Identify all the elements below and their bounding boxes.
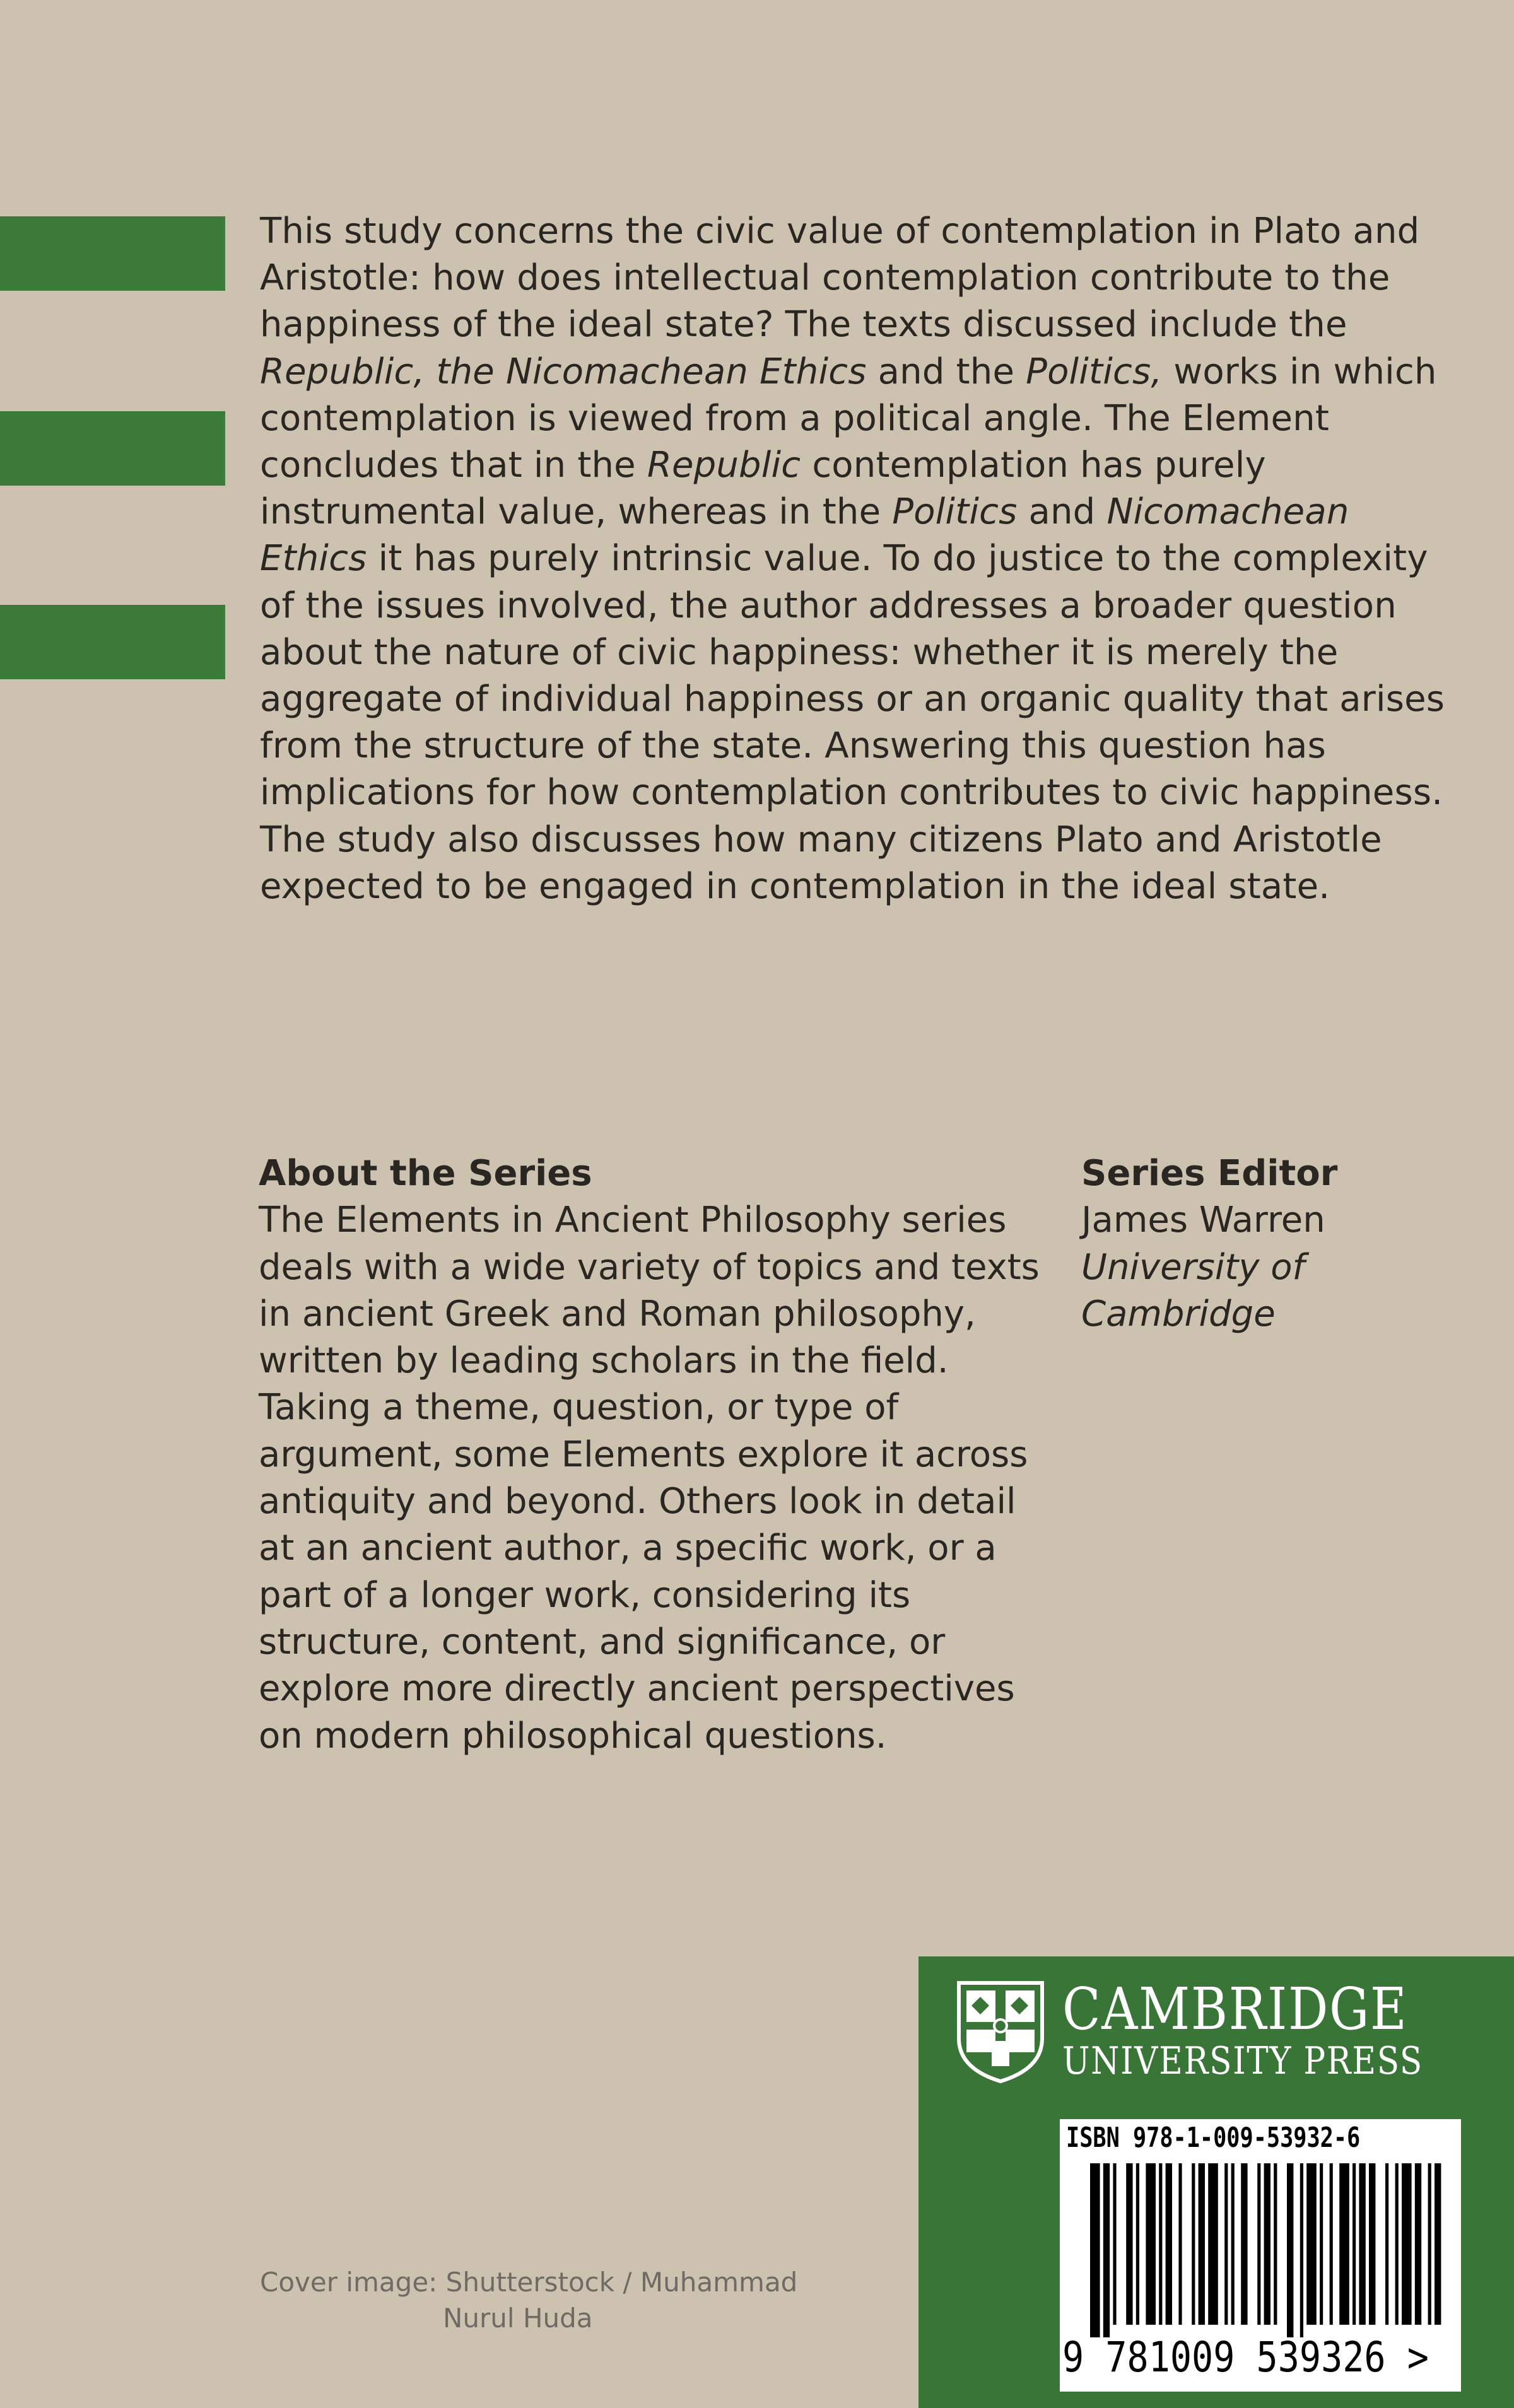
publisher-name-line-1: CAMBRIDGE [1062,1975,1408,2043]
about-series-heading: About the Series [259,1153,592,1194]
barcode-bar [1428,2163,1431,2325]
isbn-label: ISBN 978-1-009-53932-6 [1066,2122,1361,2154]
green-stripe-2 [0,411,225,486]
blurb-text: it has purely intrinsic value. To do justice to the complexity of the issues involved, the author addresses a broader question about the nature of civic happiness: whether it is merely the aggregate of individual happiness or an organic quality that arises from the structure of the state. Answering this question has implications for how contemplation contributes to civic happiness. The study also discusses how many citizens Plato and Aristotle expected to be engaged in contemplation in the ideal state. [260,538,1445,907]
barcode-bar [1208,2163,1218,2325]
credit-line-2: Nurul Huda [443,2303,593,2334]
series-editor-section [1081,1150,1435,1338]
barcode-bar [1178,2163,1182,2325]
barcode-bar [1126,2163,1132,2325]
cambridge-shield-icon [956,1980,1045,2084]
barcode-bar [1231,2163,1235,2325]
barcode-bar [1113,2163,1116,2325]
blurb-title-politics: Politics, [1026,351,1163,392]
barcode-bar [1241,2163,1247,2325]
series-editor-name: James Warren [1081,1200,1325,1241]
publisher-block [918,1956,1514,2408]
barcode-bar [1300,2163,1303,2337]
book-blurb [260,208,1458,910]
barcode-bar [1166,2163,1172,2325]
about-series-text: The Elements in Ancient Philosophy series deals with a wide variety of topics and texts in ancient Greek and Roman philosophy, written by leading scholars in the field. Taking a theme, question, or type of argument, some Elements explore it across antiquity and beyond. Others look in detail at an ancient author, a specific work, or a part of a longer work, considering its structure, content, and significance, or explore more directly ancient perspectives on modern philosophical questions. [259,1200,1040,1756]
barcode-bar [1146,2163,1156,2325]
barcode-bar [1264,2163,1270,2325]
barcode-bars [1060,2158,1461,2339]
isbn-barcode [1060,2119,1461,2392]
barcode-bar [1330,2163,1333,2325]
barcode-bar [1199,2163,1205,2325]
blurb-text: works in which contemplation is viewed from a political angle. The Element concludes that in the [260,351,1437,486]
barcode-bar [1159,2163,1162,2325]
barcode-bar [1402,2163,1412,2325]
barcode-digits: 9 781009 539326 > [1062,2333,1429,2382]
blurb-text: and the [866,351,1026,392]
barcode-bar [1359,2163,1365,2325]
green-stripe-3 [0,605,225,679]
barcode-bar [1369,2163,1375,2325]
barcode-bar [1103,2163,1110,2337]
blurb-title-ne: Nicomachean Ethics [260,491,1349,580]
blurb-text: and [1017,491,1107,533]
barcode-bar [1306,2163,1317,2325]
blurb-title-politics: Politics [892,491,1018,533]
green-stripe-1 [0,216,225,291]
publisher-name [1062,1975,1482,2083]
barcode-bar [1224,2163,1228,2325]
about-series-section [259,1150,1041,1760]
blurb-title-republic: Republic [647,445,801,486]
barcode-bar [1090,2163,1100,2337]
barcode-bar [1192,2163,1195,2325]
series-editor-heading: Series Editor [1081,1153,1338,1194]
barcode-bar [1395,2163,1399,2325]
blurb-text: This study concerns the civic value of contemplation in Plato and Aristotle: how does intellectual contemplation contribute to the happiness of the ideal state? The texts discussed include the [260,211,1420,346]
barcode-bar [1339,2163,1349,2325]
publisher-name-line-2: UNIVERSITY PRESS [1062,2039,1423,2083]
credit-line-1: Cover image: Shutterstock / Muhammad [260,2267,798,2298]
barcode-bar [1415,2163,1421,2325]
series-editor-affiliation: University of Cambridge [1081,1246,1305,1335]
barcode-bar [1136,2163,1139,2325]
blurb-title-republic-ne: Republic, the Nicomachean Ethics [260,351,867,392]
cover-image-credit [260,2264,828,2336]
barcode-bar [1320,2163,1323,2325]
blurb-text: contemplation has purely instrumental value, whereas in the [260,445,1266,533]
barcode-bar [1435,2163,1441,2325]
barcode-bar [1274,2163,1277,2325]
barcode-bar [1385,2163,1388,2325]
barcode-bar [1257,2163,1260,2325]
barcode-bar [1353,2163,1356,2325]
barcode-bar [1287,2163,1293,2337]
